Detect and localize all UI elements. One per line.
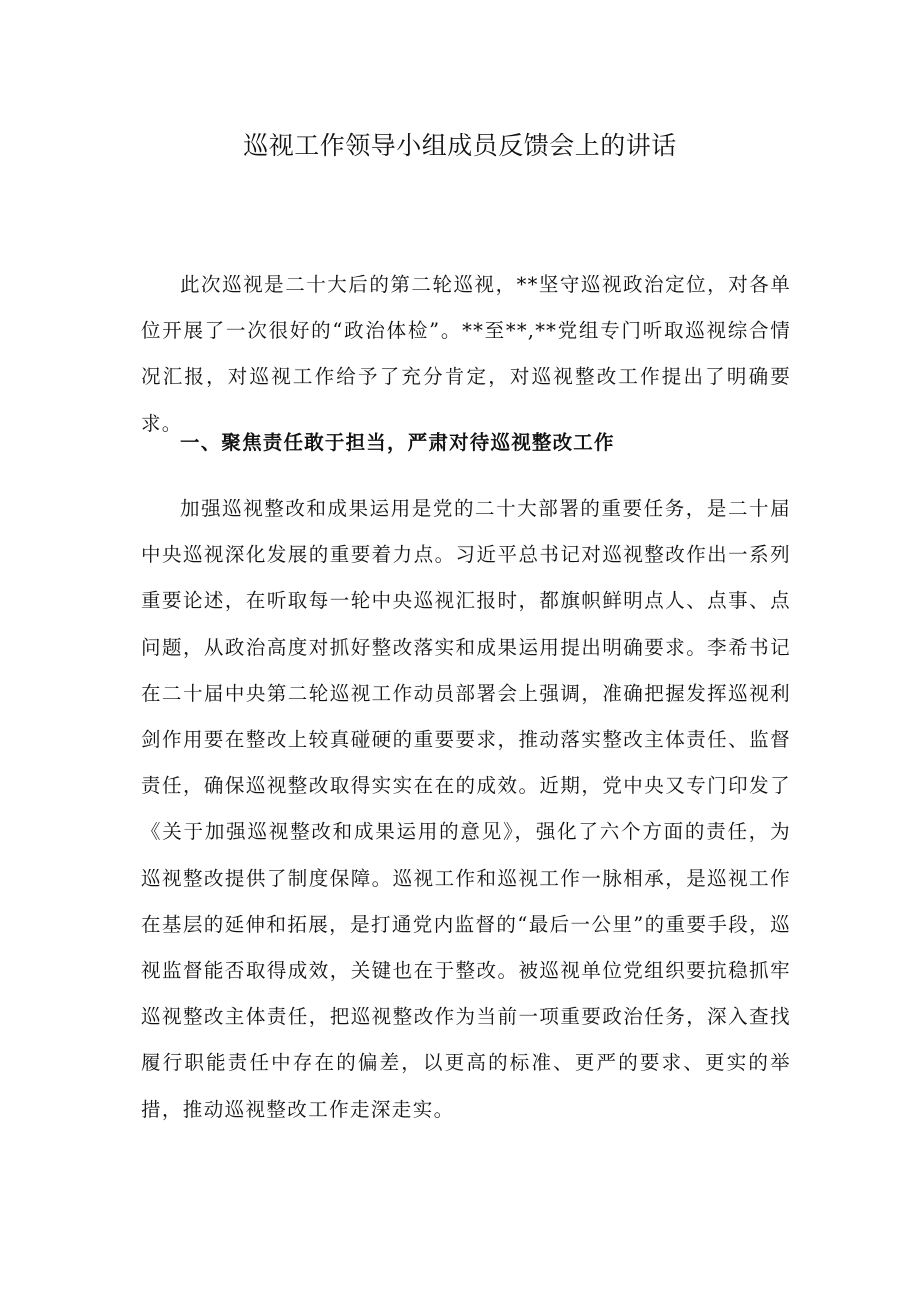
intro-paragraph: 此次巡视是二十大后的第二轮巡视，**坚守巡视政治定位，对各单位开展了一次很好的“政治体检”。**至**,**党组专门听取巡视综合情况汇报，对巡视工作给予了充分肯定，对巡视整改工作提出了明确要求。 [141,273,791,435]
document-title: 巡视工作领导小组成员反馈会上的讲话 [243,131,677,160]
section-heading: 一、聚焦责任敢于担当，严肃对待巡视整改工作 [180,431,615,454]
section-paragraph: 加强巡视整改和成果运用是党的二十大部署的重要任务，是二十届中央巡视深化发展的重要着力点。习近平总书记对巡视整改作出一系列重要论述，在听取每一轮中央巡视汇报时，都旗帜鲜明点人、点事、点问题，从政治高度对抓好整改落实和成果运用提出明确要求。李希书记在二十届中央第二轮巡视工作动员部署会上强调，准确把握发挥巡视利剑作用要在整改上较真碰硬的重要要求，推动落实整改主体责任、监督责任，确保巡视整改取得实实在在的成效。近期，党中央又专门印发了《关于加强巡视整改和成果运用的意见》，强化了六个方面的责任，为巡视整改提供了制度保障。巡视工作和巡视工作一脉相承，是巡视工作在基层的延伸和拓展，是打通党内监督的“最后一公里”的重要手段，巡视监督能否取得成效，关键也在于整改。被巡视单位党组织要抗稳抓牢巡视整改主体责任，把巡视整改作为当前一项重要政治任务，深入查找履行职能责任中存在的偏差，以更高的标准、更严的要求、更实的举措，推动巡视整改工作走深走实。 [141,497,791,1121]
